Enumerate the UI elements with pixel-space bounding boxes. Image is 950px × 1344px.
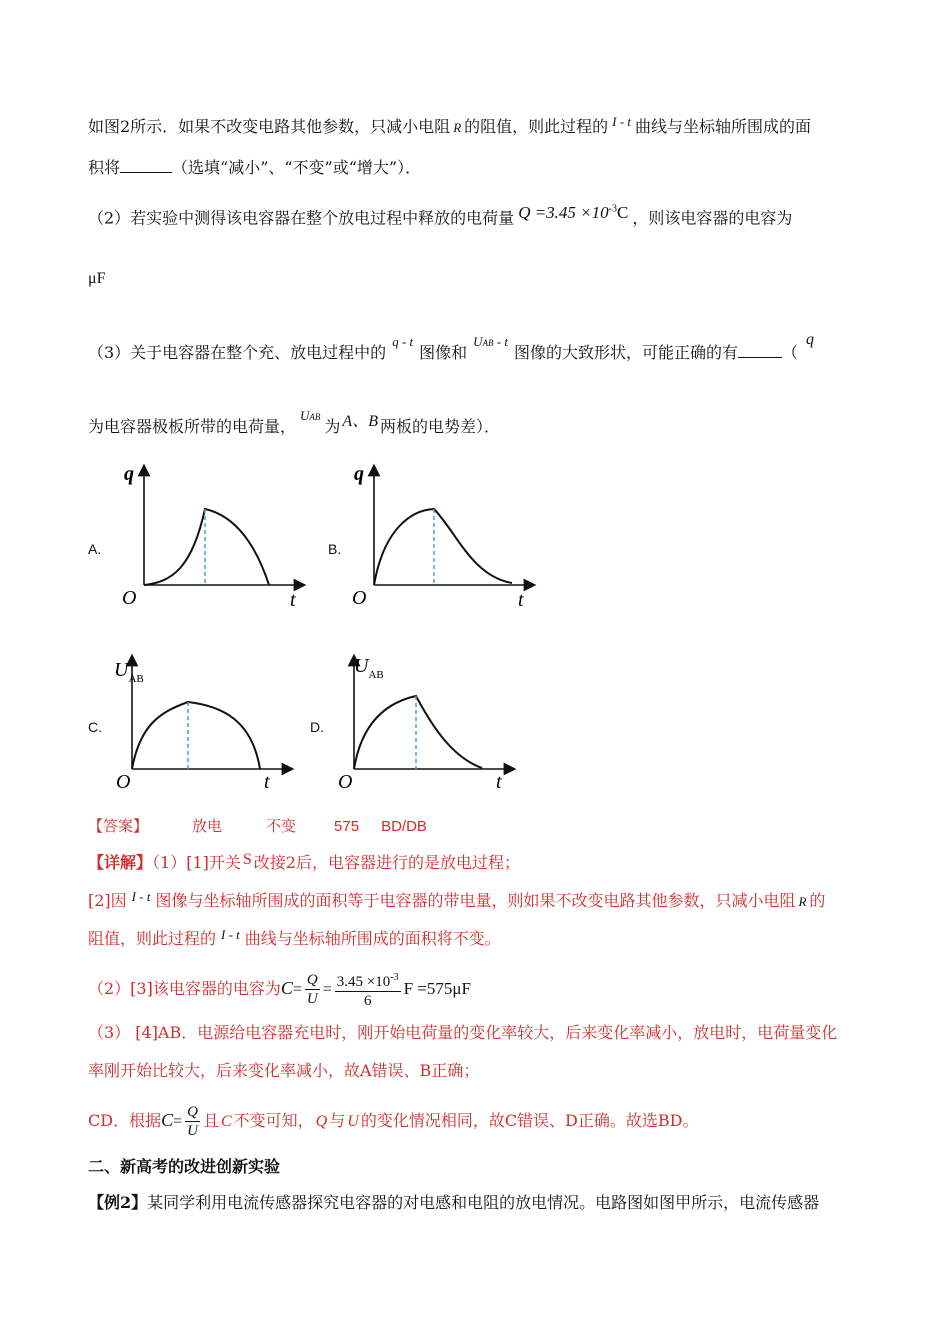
detail-line6: 率刚开始比较大，后来变化率减小，故A错误、B正确； [88,1061,480,1080]
ut-label: UAB - t [473,334,508,349]
graph-a [112,458,312,618]
curve [354,696,482,769]
detail-tag: 【详解】 [88,853,153,872]
q2-line: （2）若实验中测得该电容器在整个放电过程中释放的电荷量 $Q =3.45 \times 10^{-3}C$ ，则该电容器的电容为 [88,202,793,228]
graph-b [342,458,542,618]
q1-line1: 如图2所示．如果不改变电路其他参数，只减小电阻 R 的阻值，则此过程的 $^{I - t}$ 曲线与坐标轴所围成的面 [88,114,811,136]
graph-c [112,650,302,800]
x-label: t [290,589,296,611]
origin-label: O [116,771,131,793]
detail-line3: 阻值，则此过程的 $^{I - t}$ 曲线与坐标轴所围成的面积将不变。 [88,927,501,948]
detail-line1: 【详解】（1）[1]开关 S 改接2后，电容器进行的是放电过程； [88,851,520,872]
y-label: q [124,463,134,485]
charge-expression: $Q =3.45 \times 10^{-3}C$ [518,202,629,222]
detail-line7: CD．根据C= $\frac{Q}{U}$ 且 C 不变可知， Q 与 U 的变化情况相同，故C错误、D正确。故选BD。 [88,1104,699,1139]
graph-d [334,650,524,800]
y-label: $U_{AB}$ [114,659,144,685]
it-label: I - t [612,114,631,129]
x-label: t [264,771,270,793]
answer-tag: 【答案】 [88,818,149,835]
detail-line4: （2）[3]该电容器的电容为C= $\frac{Q}{U}$ = $\frac{3.45 \times 10^{-3}}{6}$ F =575μF [88,966,471,1010]
curve [374,509,512,585]
y-label: $U_{AB}$ [354,655,384,681]
curve [144,509,269,585]
y-label: q [354,463,364,485]
example-2-line: 【例2】某同学利用电流传感器探究电容器的对电感和电阻的放电情况。电路图如图甲所示，电流传感器 [88,1193,820,1212]
q3-line2: 为电容器极板所带的电荷量，$^{UAB}$ 为 A、B 两板的电势差）． [88,408,500,436]
q2-unit: μF [88,270,106,287]
section-heading: 二、新高考的改进创新实验 [88,1157,281,1176]
option-b-label: B. [328,541,342,557]
capacitance-formula: C= $\frac{Q}{U}$ = $\frac{3.45 \times 10^{-3}}{6}$ F =575μF [281,979,471,998]
origin-label: O [122,587,137,609]
qt-label: q - t [392,334,414,349]
x-label: t [496,771,502,793]
example-tag: 【例2】 [88,1193,148,1212]
detail-line5: （3） [4]AB．电源给电容器充电时，刚开始电荷量的变化率较大，后来变化率减小，放电时，电荷量变化 [88,1023,838,1042]
cqu-formula: C= $\frac{Q}{U}$ [161,1104,198,1139]
answer-blank-1 [120,158,172,173]
q1-line2: 积将 （选填“减小”、“不变”或“增大”）． [88,158,422,177]
option-a-label: A. [88,541,102,557]
answer-line: 【答案】 放电 不变 575 BD/DB [88,818,427,835]
option-d-label: D. [310,719,324,735]
curve [132,702,260,769]
x-label: t [518,589,524,611]
answer-blank-2 [738,343,782,358]
option-c-label: C. [88,719,102,735]
origin-label: O [338,771,353,793]
origin-label: O [352,587,367,609]
detail-line2: [2]因 $^{I - t}$ 图像与坐标轴所围成的面积等于电容器的带电量，则如果不改变电路其他参数，只减小电阻 R 的 [88,889,826,910]
q3-line1: （3）关于电容器在整个充、放电过程中的$^{q - t}$图像和$^{UAB - t}$图像的大致形状，可能正确的有 （q [88,331,815,362]
var-R: R [453,120,462,135]
